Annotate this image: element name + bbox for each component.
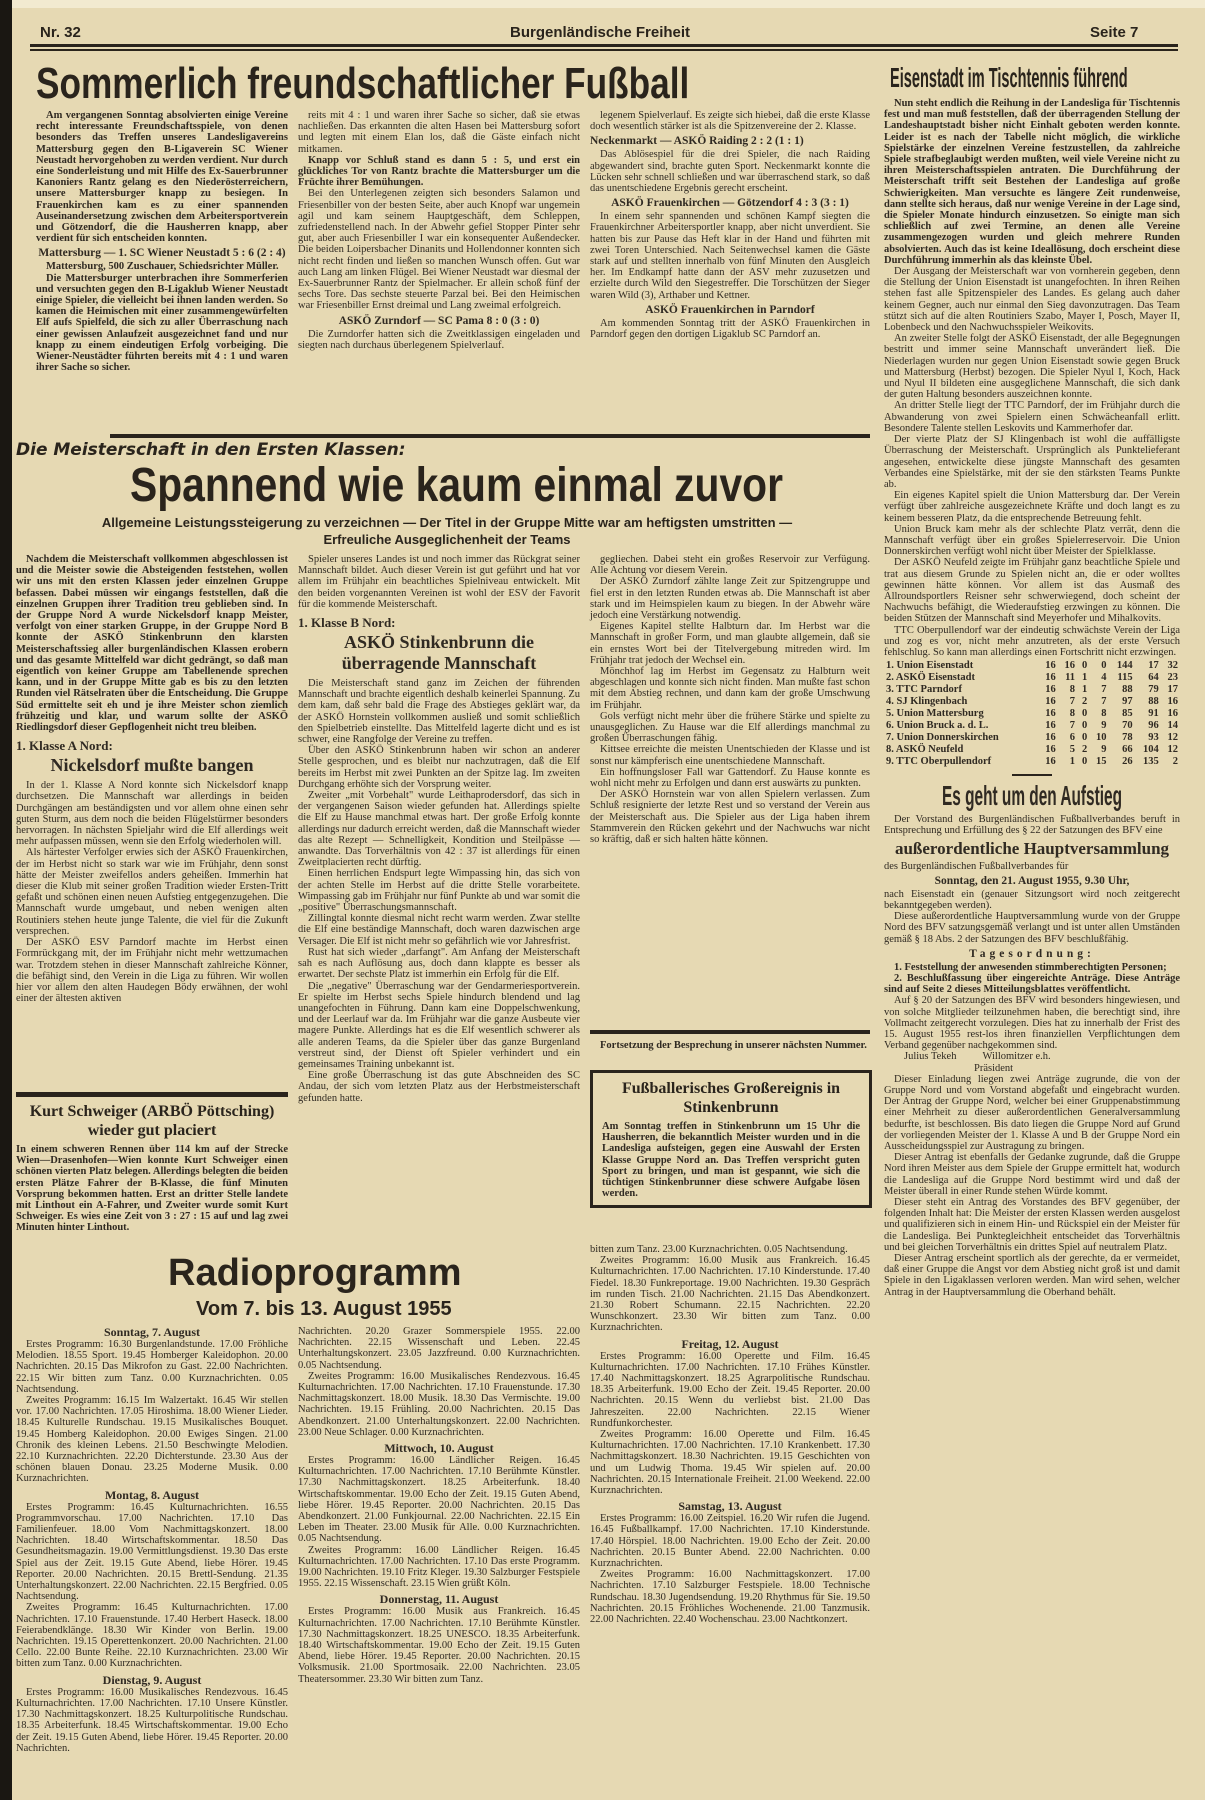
standings-value: 9: [1101, 744, 1107, 756]
standings-value: 16: [1045, 660, 1056, 672]
standings-value: 2: [1081, 696, 1088, 708]
standings-value: 23: [1167, 672, 1178, 684]
standings-value: 8: [1069, 708, 1075, 720]
radio-day-heading: Sonntag, 7. August: [103, 1325, 201, 1339]
standings-row: [884, 756, 1180, 768]
standings-value: 7: [1069, 696, 1075, 708]
paragraph: Ein hoffnungsloser Fall war Gattendorf. Zu Hause konnte es wohl nicht mehr zu Erfolgen und dann erst auswärts zu punkten.: [590, 766, 870, 790]
radio-listing: Zweites Programm: 16.15 Im Walzertakt. 16.45 Wir stellen vor. 17.00 Nachrichten. 17.05 Hiroshima. 18.00 Wiener Lieder. 18.45 Kulturelle Rundschau. 19.15 Musikalisches Bouquet. 19.45 Homberg Kaleidophon. 20.00 Ewiges Singen. 21.00 Chronik des kleinen Lebens. 21.50 Beschwingte Melodien. 22.10 Kurznachrichten. 22.20 Dichterstunde. 23.30 Aus der schönen blauen Donau. 23.25 Moderne Musik. 0.00 Kurznachrichten.: [16, 1395, 288, 1485]
paragraph: Zweiter „mit Vorbehalt" wurde Leithaprodersdorf, das sich in der vergangenen Saison wieder gefunden hat. Allerdings spielte die Elf zu Hause manchmal etwas hart. Der große Erfolg konnte allerdings nur dadurch erreicht werden, daß die Mannschaft wieder das alte Rezept — Schnelligkeit, Kondition und Steilpässe — anwandte. Das Torverhältnis von 42 : 37 ist allerdings für einen Zweitplacierten recht dürftig.: [298, 790, 580, 869]
divider: [110, 434, 870, 438]
radio-listing: Erstes Programm: 16.00 Musikalisches Rendezvous. 16.45 Kulturnachrichten. 17.00 Nachrichten. 17.10 Unsere Künstler. 17.30 Nachmittagskonzert. 18.25 Kulturpolitische Rundschau. 18.35 Arbeiterfunk. 18.45 Wirtschaftskommentar. 19.00 Echo der Zeit. 19.15 Guten Abend, liebe Hörer. 19.45 Reporter. 20.00 Nachrichten.: [16, 1686, 288, 1754]
cycling-article: [16, 1100, 288, 1234]
standings-value: 2: [1172, 756, 1178, 768]
standings-value: 8: [1101, 708, 1107, 720]
headline-aufstieg: Es geht um den Aufstieg: [942, 780, 1122, 812]
team-name: 8. ASKÖ Neufeld: [886, 744, 964, 756]
standings-value: 104: [1143, 744, 1159, 756]
section-label: 1. Klasse A Nord:: [16, 738, 113, 754]
box-title: Fußballerisches Großereignis in Stinkenbrunn: [621, 1080, 841, 1116]
paragraph: Eine große Überraschung ist das gute Abschneiden des SC Andau, der sich vom letzten Platz aus der Herbstmeisterschaft gefunden hatte.: [298, 1070, 580, 1104]
paragraph: Die Mattersburger unterbrachen ihre Sommerferien und versuchten gegen den B-Ligaklub Wiener Neustadt einige Spieler, die vielleicht bei ihnen landen werden. So kamen die Heimischen mit einer zusammengewürfelten Elf aufs Spielfeld, die sich zu aller Überraschung nach einer gewissen Anlaufzeit ausgezeichnet fand und nur knapp zu einem eindeutigen Erfolg vorbeiging. Die Wiener-Neustädter führten bereits mit 4 : 1 und waren ihrer Sache so sicher.: [36, 272, 288, 374]
paragraph: Der ASKÖ Hornstein war von allen Spielern verlassen. Zum Schluß resignierte der letzte Rest und so verstand der Verein aus der Meisterschaft aus. Die Spieler aus der Liga haben ihrem Stammverein den Rücken gekehrt und der Nachwuchs war nicht so kräftig, daß er sich halten hätte können.: [590, 789, 870, 846]
standings-value: 88: [1122, 684, 1133, 696]
paragraph: Knapp vor Schluß stand es dann 5 : 5, und erst ein glückliches Tor von Rantz brachte die Mattersburger um die Früchte ihrer Bemühungen.: [298, 154, 580, 189]
standings-value: 16: [1045, 684, 1056, 696]
subheadline: [12, 514, 882, 548]
paragraph: Ein eigenes Kapitel spielt die Union Mattersburg dar. Der Verein verfügt über zahlreiche ausgezeichnete Kräfte und doch langt es zu keinem besseren Platz, da die entsprechende Betreuung fehlt.: [884, 490, 1180, 524]
standings-value: 1: [1069, 756, 1075, 768]
team-name: 3. TTC Parndorf: [886, 684, 962, 696]
standings-value: 88: [1148, 696, 1159, 708]
continued-text: Fortsetzung der Besprechung in unserer nächsten Nummer.: [600, 1040, 867, 1051]
divider: [16, 1092, 288, 1097]
match-title: ASKÖ Frauenkirchen in Parndorf: [645, 303, 815, 316]
team-name: 4. SJ Klingenbach: [886, 696, 968, 708]
paragraph: Auf § 20 der Satzungen des BFV wird besonders hingewiesen, und von solche Mitglieder teilzunehmen haben, die berechtigt sind, ihre Vollmacht zeitgerecht vorzulegen. Dies hat zu innerhalb der Frist des 15. August 1955 rest-los ihren finanziellen Verpflichtungen dem Verband gegenüber nachgekommen sind.: [884, 995, 1180, 1052]
team-name: 9. TTC Oberpullendorf: [886, 756, 992, 768]
standings-value: 115: [1117, 672, 1133, 684]
radio-day-heading: Samstag, 13. August: [678, 1499, 782, 1514]
divider: [590, 1030, 870, 1034]
issue-number: Nr. 32: [40, 24, 81, 41]
radio-day-heading: Freitag, 12. August: [681, 1336, 779, 1351]
paragraph: An zweiter Stelle folgt der ASKÖ Eisenstadt, der alle Begegnungen bestritt und immer seine Mannschaft unverändert ließ. Die Niederlagen wurden nur gegen Union Eisenstadt sowie gegen Bruck und Mattersburg (Herbst) bezogen. Die Spieler Nyul I, Koch, Hack und Nyul II bildeten eine ausgeglichene Mannschaft, die sich dank der guten Haltung besonders auszeichnen konnte.: [884, 333, 1180, 401]
radio-subtitle: Vom 7. bis 13. August 1955: [196, 1298, 452, 1320]
standings-value: 16: [1167, 708, 1178, 720]
standings-value: 78: [1122, 732, 1133, 744]
paragraph: Die Meisterschaft stand ganz im Zeichen der führenden Mannschaft und brachte eigentlich deshalb keinerlei Spannung. Zu dem kam, daß sehr bald die Frage des Abstieges geklärt war, da der ASKÖ Hornstein vollkommen ausließ und somit schließlich den Spielbetrieb einstellte. Das Mittelfeld lagerte dicht und es ist schwer, eine Rangfolge der Vereine zu treffen.: [298, 678, 580, 746]
standings-value: 11: [1065, 672, 1075, 684]
paragraph: Diese außerordentliche Hauptversammlung wurde von der Gruppe Nord des BFV satzungsgemäß verlangt und ist unter allen Umständen gemäß § 18 Abs. 2 der Satzungen des BFV beschlußfähig.: [884, 911, 1180, 945]
subheadline-line-1: Allgemeine Leistungssteigerung zu verzeichnen — Der Titel in der Gruppe Mitte war am heftigsten umstritten —: [101, 515, 793, 530]
section-label: 1. Klasse B Nord:: [298, 615, 396, 631]
headline-aufstieg-wrap: [884, 780, 1180, 812]
standings-value: 6: [1069, 732, 1075, 744]
standings-value: 16: [1167, 696, 1178, 708]
standings-value: 14: [1167, 720, 1178, 732]
paragraph: Der ASKÖ ESV Parndorf machte im Herbst einen Formrückgang mit, der im Frühjahr nicht mehr wettzumachen war. Trotzdem stehen in dieser Mannschaft zahlreiche Könner, die befähigt sind, den Verein in die Liga zu führen. Wir wollen hier vor allem den alten Haudegen Bödy erwähnen, der wohl einer der ältesten aktiven: [16, 937, 288, 1005]
headline-spannend: Spannend wie kaum einmal zuvor: [130, 459, 783, 512]
team-name: 6. Union Bruck a. d. L.: [886, 720, 989, 732]
team-name: 5. Union Mattersburg: [886, 708, 984, 720]
paragraph: Am vergangenen Sonntag absolvierten einige Vereine recht interessante Freundschaftsspiele, von denen besonders das Treffen unseres Landesligavereins Mattersburg gegen den B-Ligaverein SC Wiener Neustadt hervorgehoben zu werden verdient. Nur durch eine Sonderleistung und mit Hilfe des Ex-Sauerbrunner Kanoniers Rantz gelang es den Niederösterreichern, unsere Mattersburger knapp zu besiegen. In Frauenkirchen kam es zu einer spannenden Auseinandersetzung zwischen dem Arbeitersportverein und Götzendorf, die die Hausherren knapp, aber verdient für sich entscheiden konnten.: [36, 110, 288, 245]
standings-value: 64: [1148, 672, 1159, 684]
paragraph: Nachdem die Meisterschaft vollkommen abgeschlossen ist und die Meister sowie die Absteigenden feststehen, wollen wir uns mit den ersten Klassen jeder einzelnen Gruppe befassen. Dabei müssen wir eingangs feststellen, daß die einzelnen Gruppen ihrer Tradition treu geblieben sind. In der Gruppe Nord A wurde Nickelsdorf knapp Meister, verfolgt von einer starken Gruppe, in der Gruppe Nord B konnte der ASKÖ Stinkenbrunn den klarsten Meisterschaftssieg aller burgenländischen Klassen erobern und das gesamte Mittelfeld war dicht gedrängt, so daß man eigentlich von keiner Gruppe am Tabellenende sprechen kann, und in der Gruppe Mitte gab es bis zu den letzten Runden viel Rätselraten über die Entscheidung. Die Gruppe Süd ermittelte seit eh und je ihre Meister schon ziemlich frühzeitig und klar, und warum sollte der ASKÖ Riedlingsdorf dieser Gepflogenheit nicht treu bleiben.: [16, 554, 288, 734]
radio-day-heading: Montag, 8. August: [104, 1487, 199, 1502]
headline-tischtennis-wrap: [890, 62, 1180, 94]
stinkenbrunn-notice-box: [590, 1070, 872, 1208]
paragraph: In einem sehr spannenden und schönen Kampf siegten die Frauenkirchner Arbeitersportler knapp, aber nicht unverdient. Sie hatten bis zur Pause das Heft klar in der Hand und führten mit zwei Toren Unterschied. Nach Seitenwechsel kamen die Gäste stark auf und stellten innerhalb von fünf Minuten den Ausgleich her. Im Endkampf hatte dann der ASV mehr zuzusetzen und erzielte durch Wild den Siegestreffer. Die Torschützen der Sieger waren Wild (3), Arthaber und Kettner.: [590, 211, 870, 301]
paragraph: Nun steht endlich die Reihung in der Landesliga für Tischtennis fest und man muß feststellen, daß der überragenden Stellung der Landeshauptstadt bisher nicht Einhalt geboten werden konnte. Leider ist es nach der Tabelle nicht möglich, die wirkliche Spielstärke der einzelnen Vereine festzustellen, da zahlreiche Spiele strafbeglaubigt werden mußten, weil viele Vereine nicht zu ihren Meisterschaftsspielen antraten. Die Durchführung der Meisterschaft trifft seit Bestehen der Landesliga auf große Schwierigkeiten. Man versuchte es längere Zeit rundenweise, dann stellte sich heraus, daß nur wenige Vereine in der Lage sind, die Spieler Monate hindurch einzusetzen. So einigte man sich schließlich auf zwei Termine, an denen alle Vereine zusammengezogen wurden und gleich mehrere Runden absolvierten. Auch das ist keine Ideallösung, doch erscheint diese Durchführung immerhin als das kleinste Übel.: [884, 98, 1181, 266]
match-title: ASKÖ Zurndorf — SC Pama 8 : 0 (3 : 0): [338, 314, 540, 327]
standings-value: 79: [1148, 684, 1159, 696]
radio-listing: Zweites Programm: 16.00 Operette und Film. 16.45 Kulturnachrichten. 17.00 Nachrichten. 17.10 Krankenbett. 17.30 Nachmittagskonzert. 18.30 Nachrichten. 19.15 Geschichten von und um Ludwig Thoma. 19.45 Wir spielen auf. 20.00 Nachrichten. 20.15 Internationale Freiheit. 21.00 Weekend. 22.00 Kurznachrichten.: [590, 1429, 870, 1497]
cycling-text: In einem schweren Rennen über 114 km auf der Strecke Wien—Drasenhofen—Wien konnte Kurt Schweiger einen schönen vierten Platz belegen. Allerdings belegten die beiden ersten Plätze Fahrer der B-Klasse, die fünf Minuten Vorsprung bekommen hatten. Erst an dritter Stelle landete mit Linthout ein A-Fahrer, und Zweiter wurde somit Kurt Schweiger. Es wies eine Zeit von 3 : 27 : 15 auf und lag zwei Minuten hinter Linthout.: [16, 1144, 288, 1234]
standings-value: 66: [1122, 744, 1133, 756]
signatures: Julius Tekeh Willomitzer e.h.: [904, 1051, 1051, 1063]
standings-value: 32: [1167, 660, 1178, 672]
paragraph: Dieser Antrag ist ebenfalls der Gedanke zugrunde, daß die Gruppe Nord ihren Meister aus dem Spiele der Gruppe ermittelt hat, wodurch die Landesliga auf die Gruppe Nord bestimmt wird und daß der Meister überall in einer Runde stehen Würde kommt.: [884, 1152, 1180, 1197]
paragraph: Die Zurndorfer hatten sich die Zweitklassigen eingeladen und siegten nach durchaus überlegenem Spielverlauf.: [298, 328, 580, 351]
paragraph: Dieser steht ein Antrag des Vorstandes des BFV gegenüber, der folgenden Inhalt hat: Die Meister der ersten Klassen werden ausgelost und qualifizieren sich in einem Hin- und Rückspiel ein der Meister für die Landesliga. Bei Punktegleichheit entscheidet das Torverhältnis und bei gleichen Torverhältnis ein drittes Spiel auf neutralem Platz.: [884, 1197, 1180, 1253]
standings-value: 12: [1167, 744, 1178, 756]
standings-value: 70: [1122, 720, 1133, 732]
assembly-title: außerordentliche Hauptversammlung: [894, 838, 1170, 858]
radio-day-heading: Dienstag, 9. August: [102, 1672, 202, 1687]
standings-row: [884, 672, 1180, 684]
standings-value: 9: [1101, 720, 1107, 732]
radio-listing: Erstes Programm: 16.00 Ländlicher Reigen. 16.45 Kulturnachrichten. 17.00 Nachrichten. 17.10 Berühmte Künstler. 17.30 Nachmittagskonzert. 18.25 Arbeiterfunk. 18.40 Wirtschaftskommentar. 19.00 Echo der Zeit. 19.15 Guten Abend, liebe Hörer. 19.45 Reporter. 20.00 Nachrichten. 20.15 Das Abendkonzert. 21.00 Funkjournal. 22.00 Nachrichten. 22.15 Ein Leben im Theater. 23.00 Musik für Alle. 0.00 Kurznachrichten. 0.05 Nachtsendung.: [298, 1455, 580, 1545]
radio-listing: Erstes Programm: 16.00 Musik aus Frankreich. 16.45 Kulturnachrichten. 17.00 Nachrichten. 17.10 Berühmte Künstler. 17.30 Nachmittagskonzert. 18.25 UNESCO. 18.35 Arbeiterfunk. 18.40 Wirtschaftskommentar. 19.00 Echo der Zeit. 19.15 Guten Abend, liebe Hörer. 19.45 Reporter. 20.00 Nachrichten. 20.15 Volksmusik. 21.00 Sportmosaik. 22.00 Nachrichten. 23.05 Theatersommer. 23.30 Wir bitten zum Tanz.: [298, 1606, 580, 1685]
standings-value: 8: [1069, 684, 1075, 696]
standings-row: [884, 684, 1180, 696]
team-name: 2. ASKÖ Eisenstadt: [886, 672, 975, 684]
article1-column-2: [298, 110, 580, 351]
paragraph: Eigenes Kapitel stellte Halbturn dar. Im Herbst war die Mannschaft in großer Form, und man glaubte allgemein, daß sie ein ernstes Wort bei der Titelvergebung mitreden wird. Im Frühjahr trat jedoch der Wechsel ein.: [590, 621, 870, 666]
headline-radioprogramm: Radioprogramm: [168, 1252, 462, 1294]
standings-value: 93: [1148, 732, 1159, 744]
standings-value: 7: [1101, 696, 1107, 708]
continued-note: [590, 1040, 870, 1051]
paragraph: An dritter Stelle liegt der TTC Parndorf, der im Frühjahr durch die Abwanderung von zwei Spielern einen Schwächeanfall erlitt. Besondere Talente stellen Leskovits und Kammerhofer dar.: [884, 400, 1180, 434]
aufstieg-text: [884, 814, 1180, 1298]
paragraph: Die „negative" Überraschung war der Gendarmeriesportverein. Er spielte im Herbst sechs Spiele hindurch blendend und lag unangefochten in Führung. Dann kam eine Doppelschwenkung, und der Leerlauf war da. Im Frühjahr war die ganze Ausbeute vier magere Punkte. Allerdings hat es die Elf wesentlich schwerer als alle anderen Teams, da die Spieler über das ganze Burgenland verstreut sind, der Dienst oft Spieler verhindert und ein gemeinsames Training unbekannt ist.: [298, 980, 580, 1070]
assembly-date: Sonntag, den 21. August 1955, 9.30 Uhr,: [934, 874, 1130, 887]
page-binding-edge: [0, 0, 12, 1800]
standings-value: 91: [1148, 708, 1159, 720]
standings-row: [884, 660, 1180, 672]
standings-value: 0: [1081, 708, 1088, 720]
article2-column-1: [16, 554, 288, 1004]
paragraph: Rust hat sich wieder „darfangt". Am Anfang der Meisterschaft sah es nach Auflösung aus, doch dann klappte es besser als erwartet. Der sechste Platz ist immerhin ein Erfolg für die Elf.: [298, 946, 580, 981]
standings-value: 2: [1081, 744, 1088, 756]
standings-value: 16: [1045, 696, 1056, 708]
page-number: Seite 7: [1090, 24, 1139, 41]
paragraph: gegliechen. Dabei steht ein großes Reservoir zur Verfügung. Alle Achtung vor diesem Verein.: [590, 554, 870, 577]
paragraph: Zillingtal konnte diesmal nicht recht warm werden. Zwar stellte die Elf eine beständige Mannschaft, doch waren dazwischen arge Versager. Die Elf ist nicht mehr so gefährlich wie vor Jahresfrist.: [298, 913, 580, 947]
assembly-of: des Burgenländischen Fußballverbandes für: [884, 860, 1069, 872]
standings-value: 96: [1148, 720, 1159, 732]
headline-tischtennis: Eisenstadt im Tischtennis führend: [890, 62, 1128, 93]
standings-value: 0: [1081, 720, 1088, 732]
radio-day-heading: Donnerstag, 11. August: [379, 1592, 499, 1607]
standings-value: 4: [1101, 672, 1107, 684]
standings-value: 0: [1101, 660, 1107, 672]
standings-value: 1: [1081, 684, 1088, 696]
agenda-item: 1. Feststellung der anwesenden stimmberechtigten Personen;: [894, 961, 1167, 973]
standings-value: 16: [1045, 744, 1056, 756]
radio-listing: Zweites Programm: 16.00 Musik aus Frankreich. 16.45 Kulturnachrichten. 17.00 Nachrichten. 17.10 Kinderstunde. 17.40 Fiedel. 18.30 Funkreportage. 19.00 Nachrichten. 19.30 Gespräch im runden Tisch. 21.00 Nachrichten. 21.15 Das Abendkonzert. 21.30 Robert Schumann. 22.15 Nachrichten. 22.20 Wunschkonzert. 23.30 Wir bitten zum Tanz. 0.00 Kurznachrichten.: [590, 1255, 870, 1334]
paragraph: legenem Spielverlauf. Es zeigte sich hiebei, daß die erste Klasse doch wesentlich stärker ist als die Spitzenvereine der 2. Klasse.: [590, 110, 870, 133]
paragraph: Das Ablösespiel für die drei Spieler, die nach Raiding abgewandert sind, brachte guten Sport. Neckenmarkt konnte die Lücken sehr schnell schließen und war überraschend stark, so daß das unentschiedene Ergebnis gerecht erscheint.: [590, 149, 870, 195]
paragraph: Gols verfügt nicht mehr über die frühere Stärke und spielte zu unausgeglichen. Zu Hause war die Elf allerdings manchmal zu großen Überraschungen fähig.: [590, 710, 870, 745]
radio-listing: Nachrichten. 20.20 Grazer Sommerspiele 1955. 22.00 Nachrichten. 22.15 Wissenschaft und Leben. 22.45 Unterhaltungskonzert. 23.05 Jazzfreund. 0.00 Kurznachrichten. 0.05 Nachtsendung.: [298, 1326, 580, 1371]
article1-column-3: [590, 110, 870, 340]
radio-listing: Zweites Programm: 16.45 Kulturnachrichten. 17.00 Nachrichten. 17.10 Frauenstunde. 17.40 Herbert Haseck. 18.00 Feierabendklänge. 18.30 Wir Kinder von Berlin. 19.00 Nachrichten. 19.15 Operettenkonzert. 20.00 Nachrichten. 21.00 Cello. 22.00 Bunte Reihe. 22.10 Kurznachrichten. 23.00 Wir bitten zum Tanz. 0.00 Kurznachrichten.: [16, 1602, 288, 1670]
team-name: 7. Union Donnerskirchen: [886, 732, 999, 744]
paragraph: TTC Oberpullendorf war der eindeutig schwächste Verein der Liga und zog es vor, nicht mehr anzutreten, als der erste Versuch fehlschlug. So kann man allerdings einen Fortschritt nicht erzwingen.: [884, 624, 1180, 658]
paragraph: Der ASKÖ Neufeld zeigte im Frühjahr ganz beachtliche Spiele und trat aus diesem Grunde zu Spielen nicht an, die er oder wolltes gewinnen hätte können. Vor allem ist das Ausmaß des Allroundsportlers Reisner sehr schwerwiegend, doch scheint der Nachwuchs befähigt, die Wiederaufstieg erzwingen zu können. Die beiden Stützen der Mannschaft sind Meyerhofer und Mihalkovits.: [884, 557, 1180, 625]
team-name: 1. Union Eisenstadt: [886, 660, 974, 672]
paragraph: reits mit 4 : 1 und waren ihrer Sache so sicher, daß sie etwas nachließen. Das erkannten die alten Hasen bei Mattersburg sofort und legten mit einem Elan los, daß die Gäste einfach nicht mitkamen.: [298, 110, 580, 155]
paragraph: Dieser Antrag erscheint sportlich als der gerechte, da er vermeidet, daß einer Gruppe die Angst vor dem Abstieg nicht groß ist und damit Spiele in den Ligaklassen verloren werden. Man wird sehen, welcher Antrag in der Hauptversammlung die Oberhand behält.: [884, 1253, 1180, 1298]
standings-row: [884, 732, 1180, 744]
cycling-headline: Kurt Schweiger (ARBÖ Pöttsching) wieder gut placiert: [29, 1103, 275, 1139]
radio-listing: Erstes Programm: 16.45 Kulturnachrichten. 16.55 Programmvorschau. 17.00 Nachrichten. 17.10 Das Familienfeuer. 18.00 Vom Nachmittagskonzert. 18.00 Nachrichten. 18.40 Wirtschaftskommentar. 18.50 Das Gesundheitsmagazin. 19.00 Vermittlungsdienst. 19.30 Das erste Spiel aus der Zeit. 19.15 Gute Abend, liebe Hörer. 19.45 Reporter. 20.00 Nachrichten. 20.15 Brettl-Sendung. 21.35 Unterhaltungskonzert. 22.00 Nachrichten. 22.15 Bergfried. 0.05 Nachtsendung.: [16, 1501, 288, 1603]
headline-sommerlich: Sommerlich freundschaftlicher Fußball: [36, 59, 690, 108]
radio-listing: Zweites Programm: 16.00 Nachmittagskonzert. 17.00 Nachrichten. 17.10 Salzburger Festspiele. 18.00 Technische Rundschau. 18.30 Jugendsendung. 19.20 Rhythmus für Sie. 19.50 Nachrichten. 20.15 Fröhliches Wochenende. 21.00 Tanzmusik. 22.00 Nachrichten. 22.40 Wochenschau. 23.00 Nachtkonzert.: [590, 1569, 870, 1626]
section-title: ASKÖ Stinkenbrunn die überragende Mannschaft: [341, 632, 537, 674]
kicker-meisterschaft: Die Meisterschaft in den Ersten Klassen:: [16, 440, 406, 460]
radio-day-heading: Mittwoch, 10. August: [384, 1441, 494, 1456]
paragraph: Der Ausgang der Meisterschaft war von vornherein gegeben, denn die Stellung der Union Eisenstadt ist unangefochten. In ihren Reihen stehen fast alle Spitzenspieler des Landes. Es gelang auch daher keinem Gegner, auch nur einmal den Sieg davonzutragen. Das Team stützt sich auf die alten Routiniers Szabo, Mayer I, Posch, Mayer II, Lobenbeck und den Nachwuchsspieler Weikovits.: [884, 266, 1180, 334]
match-title: Neckenmarkt — ASKÖ Raiding 2 : 2 (1 : 1): [590, 135, 804, 148]
standings-value: 144: [1116, 660, 1133, 672]
paragraph: In der 1. Klasse A Nord konnte sich Nickelsdorf knapp durchsetzen. Die Mannschaft war allerdings in beiden Durchgängen am beständigsten und vor allem ohne einen sehr guten Sturm, aus dem noch die beiden Flügelstürmer besonders hervorragen. In nächsten Spieljahr wird die Elf allerdings weit mehr aufpassen müssen, wenn sie den Erfolg wiederholen will.: [16, 780, 288, 848]
agenda-item: 2. Beschlußfassung über eingereichte Anträge. Diese Anträge sind auf Seite 2 dieses Mitteilungsblattes veröffentlicht.: [884, 972, 1180, 996]
standings-value: 12: [1167, 732, 1178, 744]
signer-role: Präsident: [974, 1062, 1014, 1074]
agenda-label: Tagesordnung:: [969, 947, 1095, 960]
radio-column-1: [16, 1322, 288, 1754]
radio-listing: bitten zum Tanz. 23.00 Kurznachrichten. 0.05 Nachtsendung.: [590, 1244, 848, 1255]
radio-listing: Erstes Programm: 16.30 Burgenlandstunde. 17.00 Fröhliche Melodien. 18.55 Sport. 19.45 Homberger Kaleidophon. 20.00 Nachrichten. 20.15 Das Mikrofon zu Gast. 22.00 Nachrichten. 22.15 Wir bitten zum Tanz. 0.00 Kurznachrichten. 0.05 Nachtsendung.: [16, 1339, 288, 1395]
paragraph: Der Vorstand des Burgenländischen Fußballverbandes beruft in Entsprechung und Erfüllung des § 22 der Satzungen des BFV eine: [884, 814, 1180, 837]
standings-value: 10: [1095, 732, 1107, 744]
standings-row: [884, 720, 1180, 732]
standings-value: 7: [1069, 720, 1075, 732]
paragraph: Der ASKÖ Zurndorf zählte lange Zeit zur Spitzengruppe und fiel erst in den letzten Runden etwas ab. Die Mannschaft ist aber stark und im Heimspielen kaum zu biegen. In der Abwehr wäre jedoch eine Verstärkung notwendig.: [590, 576, 870, 622]
paragraph: Am kommenden Sonntag tritt der ASKÖ Frauenkirchen in Parndorf gegen den dortigen Ligaklub SC Parndorf an.: [590, 317, 870, 341]
standings-value: 26: [1122, 756, 1133, 768]
paragraph: Union Bruck kam mehr als der schlechte Platz verrät, denn die Mannschaft verfügt über ein großes Spielerreservoir. Die Union Donnerskirchen verfügt wohl nicht über Meister der Spielklasse.: [884, 523, 1180, 558]
section-title: Nickelsdorf mußte bangen: [50, 755, 254, 776]
article2-column-3: [590, 554, 870, 845]
paragraph: Kittsee erreichte die meisten Unentschieden der Klasse und ist sonst nur kämpferisch eine unentschiedene Mannschaft.: [590, 744, 870, 767]
standings-value: 16: [1064, 660, 1075, 672]
paragraph: Dieser Einladung liegen zwei Anträge zugrunde, die von der Gruppe Nord und vom Vorstand abgefaßt und eingebracht wurden. Der Antrag der Gruppe Nord, welcher bei einer Gruppenabstimmung einer Mehrheit zu dieser außerordentlichen Generalversammlung bedurfte, ist beschlossen. Bis dato liegen die Gruppe Nord auf Grund der vorliegenden Meister der 1. Klasse A und B der Gruppe Nord ein Ausscheidungsspiel zur Austragung zu bringen.: [884, 1073, 1180, 1153]
standings-value: 16: [1045, 756, 1056, 768]
radio-listing: Erstes Programm: 16.00 Operette und Film. 16.45 Kulturnachrichten. 17.00 Nachrichten. 17.10 Frühes Künstler. 17.40 Nachmittagskonzert. 18.25 Agrarpolitische Rundschau. 18.35 Arbeiterfunk. 19.00 Echo der Zeit. 19.45 Reporter. 20.00 Nachrichten. 20.15 Wenn du verliebst bist. 21.00 Das Jahreszeiten. 22.00 Nachrichten. 22.15 Wiener Rundfunkorchester.: [590, 1350, 870, 1429]
standings-value: 16: [1045, 672, 1056, 684]
standings-value: 135: [1143, 756, 1159, 768]
standings-table: [884, 660, 1180, 768]
radio-listing: Zweites Programm: 16.00 Ländlicher Reigen. 16.45 Kulturnachrichten. 17.00 Nachrichten. 17.10 Das erste Programm. 19.00 Nachrichten. 19.10 Fritz Kleger. 19.30 Salzburger Festspiele 1955. 22.15 Wissenschaft. 23.15 Wien grüßt Köln.: [298, 1544, 580, 1590]
standings-value: 0: [1081, 732, 1088, 744]
standings-value: 17: [1167, 684, 1178, 696]
standings-value: 7: [1101, 684, 1107, 696]
box-text: Am Sonntag treffen in Stinkenbrunn um 15 Uhr die Hausherren, die bekanntlich Meister wurden und in die Landesliga aufsteigen, gegen eine Auswahl der Ersten Klasse Gruppe Nord an. Das Treffen verspricht guten Sport zu bringen, und man ist gespannt, wie sich die tüchtigen Stinkenbrunner diese schwere Aufgabe lösen werden.: [602, 1121, 860, 1200]
paragraph: Als härtester Verfolger erwies sich der ASKÖ Frauenkirchen, der im Herbst nicht so stark war wie im Frühjahr, denn sonst hätte der Meister zweifellos anders geheißen. Immerhin hat dieser die Klub mit seiner großen Tradition wieder Ersten-Tritt gefaßt und schönen einen neuen Aufstieg entgegenzugehen. Die Mannschaft wurde umgebaut, und neben wenigen alten Routiniers stehen heute junge Talente, die viel für die Zukunft versprechen.: [16, 847, 288, 937]
standings-value: 16: [1045, 720, 1056, 732]
standings-value: 5: [1069, 744, 1075, 756]
paragraph: Bei den Unterlegenen zeigten sich besonders Salamon und Friesenbiller von der besten Seite, aber auch Knopf war ungemein agil und kam seinem Hauptgeschäft, dem Schleppen, zufriedenstellend nach. In der Abwehr gefiel Stopper Pinter sehr gut, aber auch Friesenbiller I war ein konsequenter Außendecker. Die beiden Loipersbacher Dinanits und Hollendonner konnten sich nicht recht finden und ließen so manchen Wunsch offen. Gut war auch Lang am linken Flügel. Bei Wiener Neustadt war diesmal der Ex-Sauerbrunner Rantz der Spielmacher. Er allein schoß fünf der sechs Tore. Das sechste steuerte Parzal bei. Bei den Heimischen war Friesenbiller Ernst dreimal und Lang zweimal erfolgreich.: [298, 188, 580, 312]
standings-value: 16: [1045, 708, 1056, 720]
paragraph: Der vierte Platz der SJ Klingenbach ist wohl die auffälligste Überraschung der Meisterschaft. Ursprünglich als Punktelieferant angesehen, entwickelte diese jüngste Mannschaft des gesamten Verbandes eine Spielstärke, mit der sie den stärksten Teams Punkte ab.: [884, 434, 1180, 490]
page-top-edge: [12, 0, 1205, 8]
paragraph: Einen herrlichen Endspurt legte Wimpassing hin, das sich von der achten Stelle im Herbst auf die dritte Stelle vorarbeitete. Wimpassing gab im Frühjahr nur fünf Punkte ab und war somit die „positive" Überraschungsmannschaft.: [298, 868, 580, 914]
standings-value: 0: [1081, 756, 1088, 768]
standings-value: 15: [1095, 756, 1107, 768]
header-double-rule: [30, 44, 1178, 51]
standings-value: 0: [1081, 660, 1088, 672]
standings-value: 16: [1045, 732, 1056, 744]
radio-column-2: [298, 1326, 580, 1685]
article2-column-2: [298, 554, 580, 1104]
article1-column-1: [36, 110, 288, 373]
standings-row: [884, 744, 1180, 756]
paragraph: nach Eisenstadt ein (genauer Sitzungsort wird noch zeitgerecht bekanntgegeben werden).: [884, 888, 1180, 911]
standings-value: 85: [1122, 708, 1133, 720]
radio-column-3: [590, 1244, 870, 1625]
standings-value: 97: [1122, 696, 1133, 708]
divider: [1012, 774, 1052, 776]
right-column: [884, 98, 1180, 1298]
standings-row: [884, 708, 1180, 720]
subheadline-line-2: Erfreuliche Ausgeglichenheit der Teams: [323, 532, 571, 547]
standings-row: [884, 696, 1180, 708]
paragraph: Mönchhof lag im Herbst im Gegensatz zu Halbturn weit abgeschlagen und konnte sich nicht finden. Man mußte fast schon mit dem Abstieg rechnen, und dann kam der große Umschwung im Frühjahr.: [590, 666, 870, 711]
paragraph: Mattersburg, 500 Zuschauer, Schiedsrichter Müller.: [46, 261, 279, 273]
match-title: ASKÖ Frauenkirchen — Götzendorf 4 : 3 (3 : 1): [611, 197, 849, 210]
radio-listing: Erstes Programm: 16.00 Zeitspiel. 16.20 Wir rufen die Jugend. 16.45 Fußballkampf. 17.00 Nachrichten. 17.10 Kinderstunde. 17.40 Hörspiel. 18.00 Nachrichten. 19.00 Echo der Zeit. 20.00 Nachrichten. 20.15 Bunter Abend. 22.00 Nachrichten. 0.00 Kurznachrichten.: [590, 1513, 870, 1570]
paragraph: Spieler unseres Landes ist und noch immer das Rückgrat seiner Mannschaft bildet. Auch dieser Verein ist gut geführt und hat vor allem im Frühjahr ein beachtliches Spielniveau entwickelt. Mit den beiden vorgenannten Vereinen ist wohl der ESV der Favorit für die kommende Meisterschaft.: [298, 554, 580, 610]
standings-value: 1: [1081, 672, 1088, 684]
standings-value: 17: [1148, 660, 1159, 672]
match-title: Mattersburg — 1. SC Wiener Neustadt 5 : 6 (2 : 4): [38, 247, 286, 260]
radio-listing: Zweites Programm: 16.00 Musikalisches Rendezvous. 16.45 Kulturnachrichten. 17.00 Nachrichten. 17.10 Frauenstunde. 17.30 Nachmittagskonzert. 18.00 Musik. 18.30 Das Vermischte. 19.00 Nachrichten. 19.15 Frühling. 20.00 Nachrichten. 20.15 Das Abendkonzert. 21.00 Unterhaltungskonzert. 22.00 Nachrichten. 23.00 Neue Schlager. 0.00 Kurznachrichten.: [298, 1370, 580, 1438]
paragraph: Über den ASKÖ Stinkenbrunn haben wir schon an anderer Stelle gesprochen, und es bleibt nur nachzutragen, daß die Elf bereits im Herbst mit zwei Punkten an der Spitze lag. Im zweiten Durchgang erhöhte sich der Vorsprung weiter.: [298, 745, 580, 790]
newspaper-name: Burgenländische Freiheit: [510, 24, 691, 41]
